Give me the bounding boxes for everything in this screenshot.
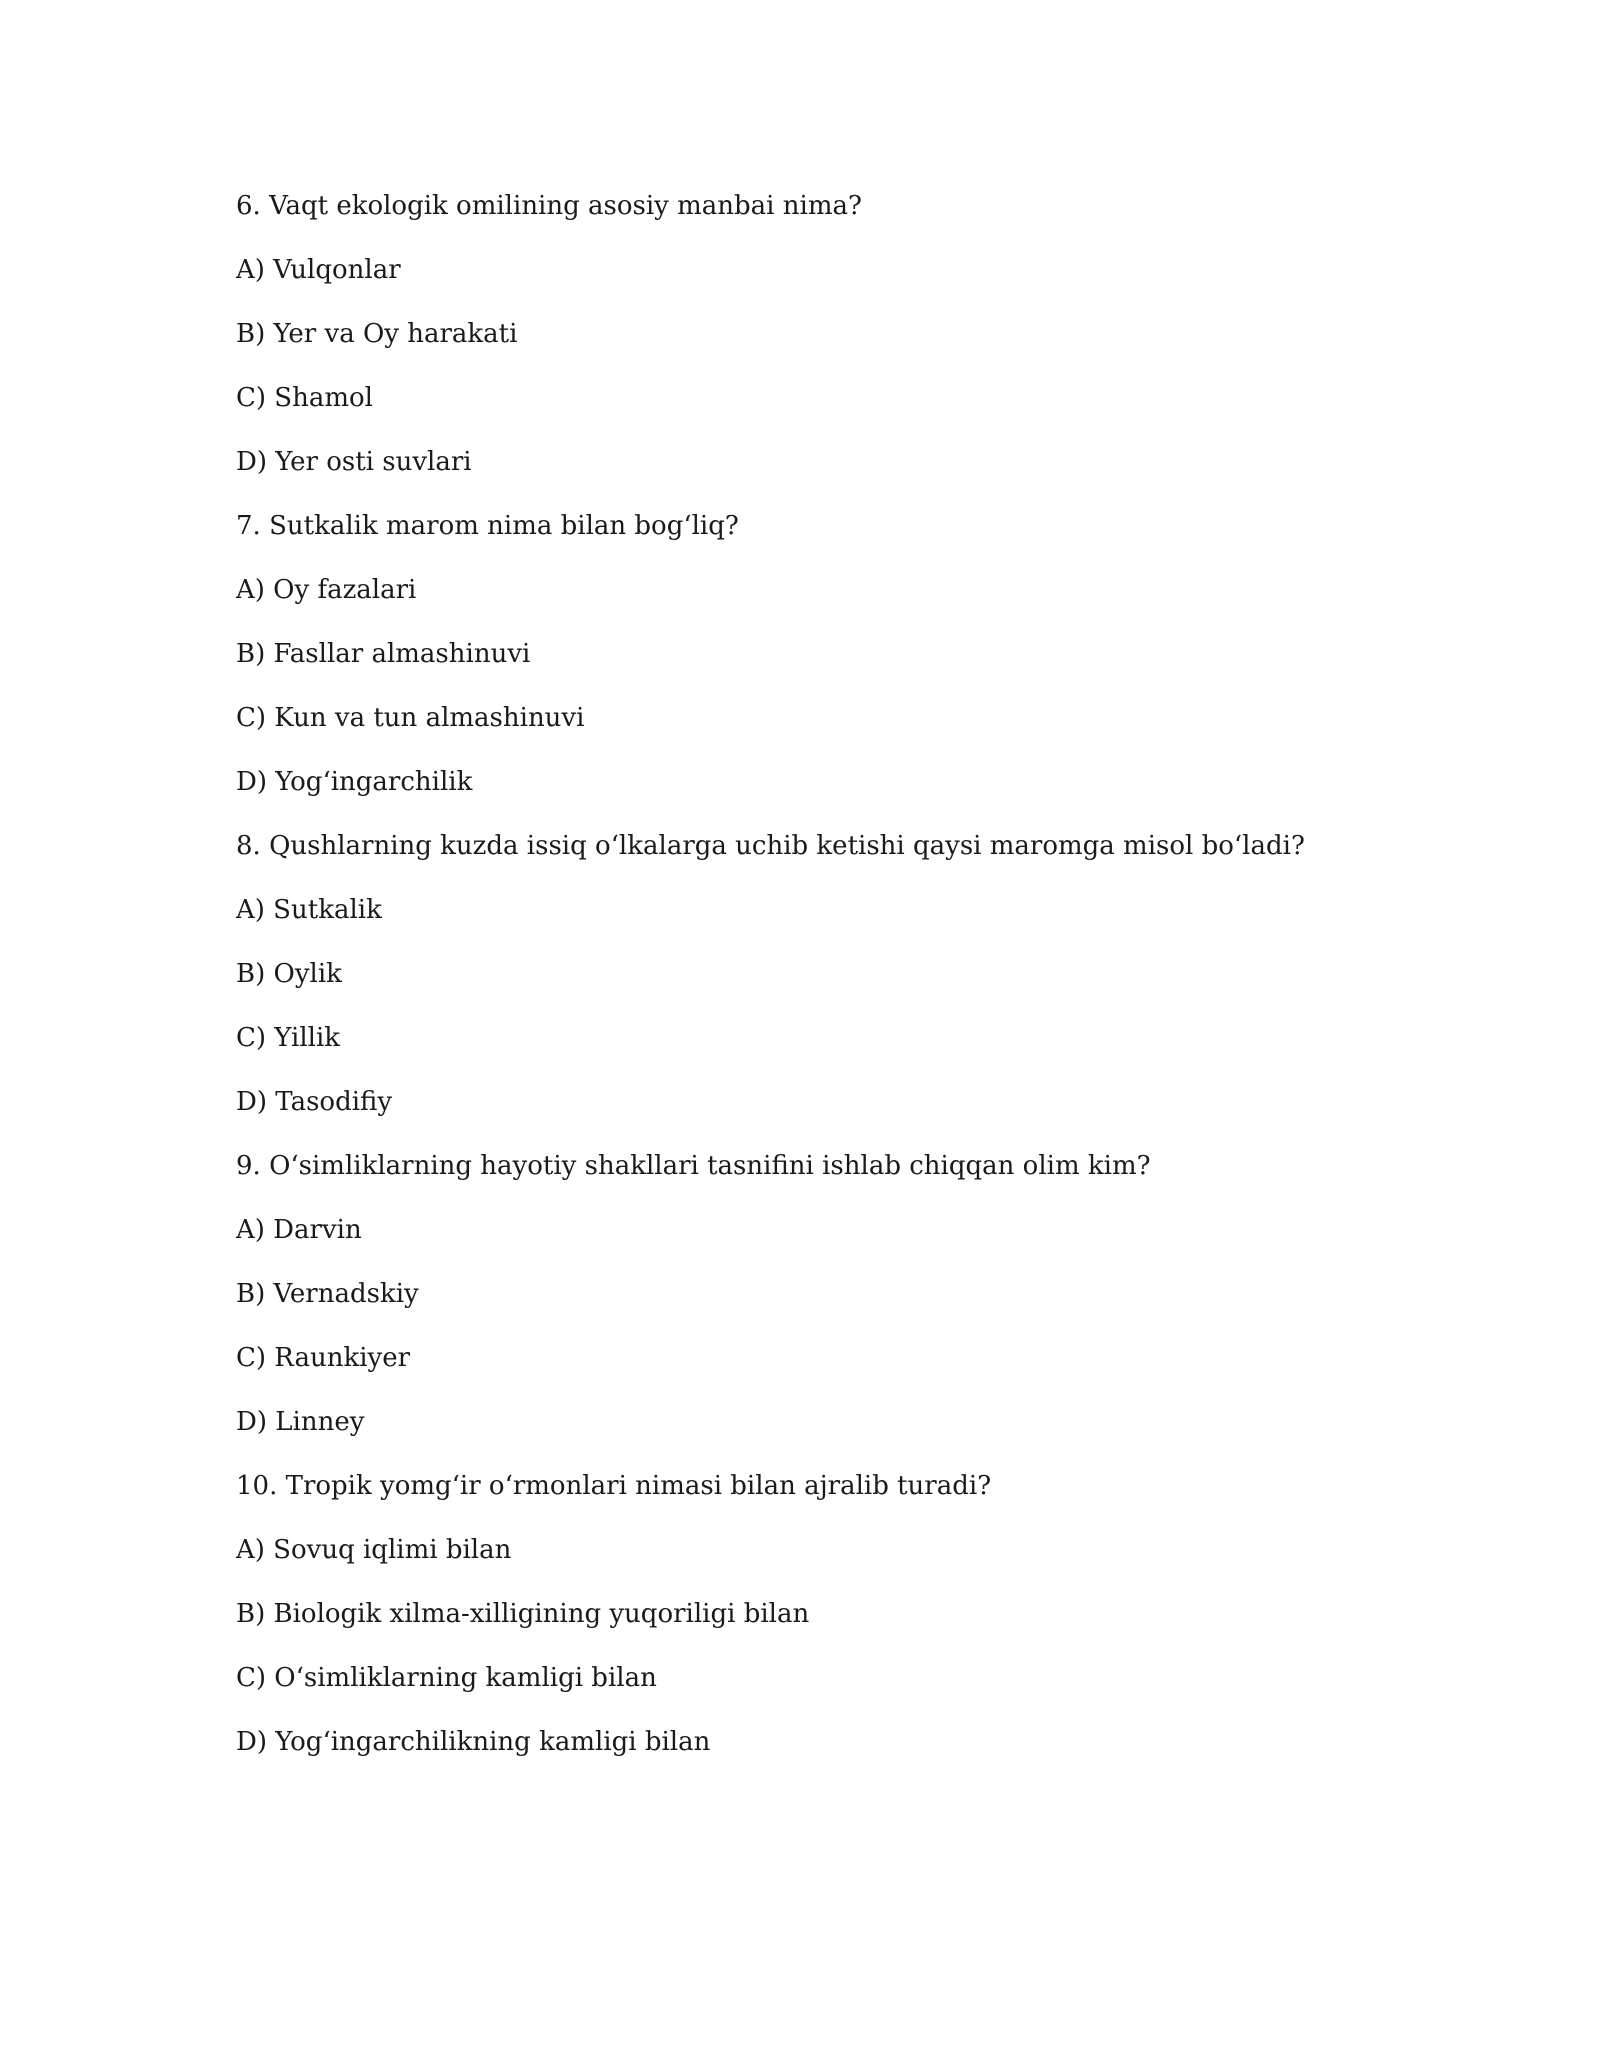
- question-8-option-a: A) Sutkalik: [236, 895, 382, 925]
- question-7: 7. Sutkalik marom nima bilan bog‘liq?: [236, 511, 739, 541]
- question-10-option-c: C) O‘simliklarning kamligi bilan: [236, 1663, 657, 1693]
- question-6-option-d: D) Yer osti suvlari: [236, 447, 472, 477]
- question-10-option-b: B) Biologik xilma-xilligining yuqoriligi bilan: [236, 1599, 810, 1629]
- question-9-option-d: D) Linney: [236, 1407, 365, 1437]
- question-9-option-a: A) Darvin: [236, 1215, 362, 1245]
- question-9-option-c: C) Raunkiyer: [236, 1343, 411, 1373]
- question-7-option-c: C) Kun va tun almashinuvi: [236, 703, 585, 733]
- question-6-option-a: A) Vulqonlar: [236, 255, 401, 285]
- quiz-content: [236, 184, 1476, 1784]
- question-8-option-c: C) Yillik: [236, 1023, 341, 1053]
- question-7-option-d: D) Yog‘ingarchilik: [236, 767, 473, 797]
- question-9: 9. O‘simliklarning hayotiy shakllari tasnifini ishlab chiqqan olim kim?: [236, 1151, 1151, 1181]
- question-10-option-d: D) Yog‘ingarchilikning kamligi bilan: [236, 1727, 711, 1757]
- question-8-option-b: B) Oylik: [236, 959, 342, 989]
- question-7-option-b: B) Fasllar almashinuvi: [236, 639, 531, 669]
- question-8: 8. Qushlarning kuzda issiq o‘lkalarga uchib ketishi qaysi maromga misol bo‘ladi?: [236, 831, 1305, 861]
- question-9-option-b: B) Vernadskiy: [236, 1279, 419, 1309]
- question-7-option-a: A) Oy fazalari: [236, 575, 417, 605]
- question-6-option-b: B) Yer va Oy harakati: [236, 319, 518, 349]
- question-10-option-a: A) Sovuq iqlimi bilan: [236, 1535, 512, 1565]
- question-6-option-c: C) Shamol: [236, 383, 373, 413]
- question-6: 6. Vaqt ekologik omilining asosiy manbai nima?: [236, 191, 862, 221]
- question-10: 10. Tropik yomg‘ir o‘rmonlari nimasi bilan ajralib turadi?: [236, 1471, 992, 1501]
- question-8-option-d: D) Tasodifiy: [236, 1087, 393, 1117]
